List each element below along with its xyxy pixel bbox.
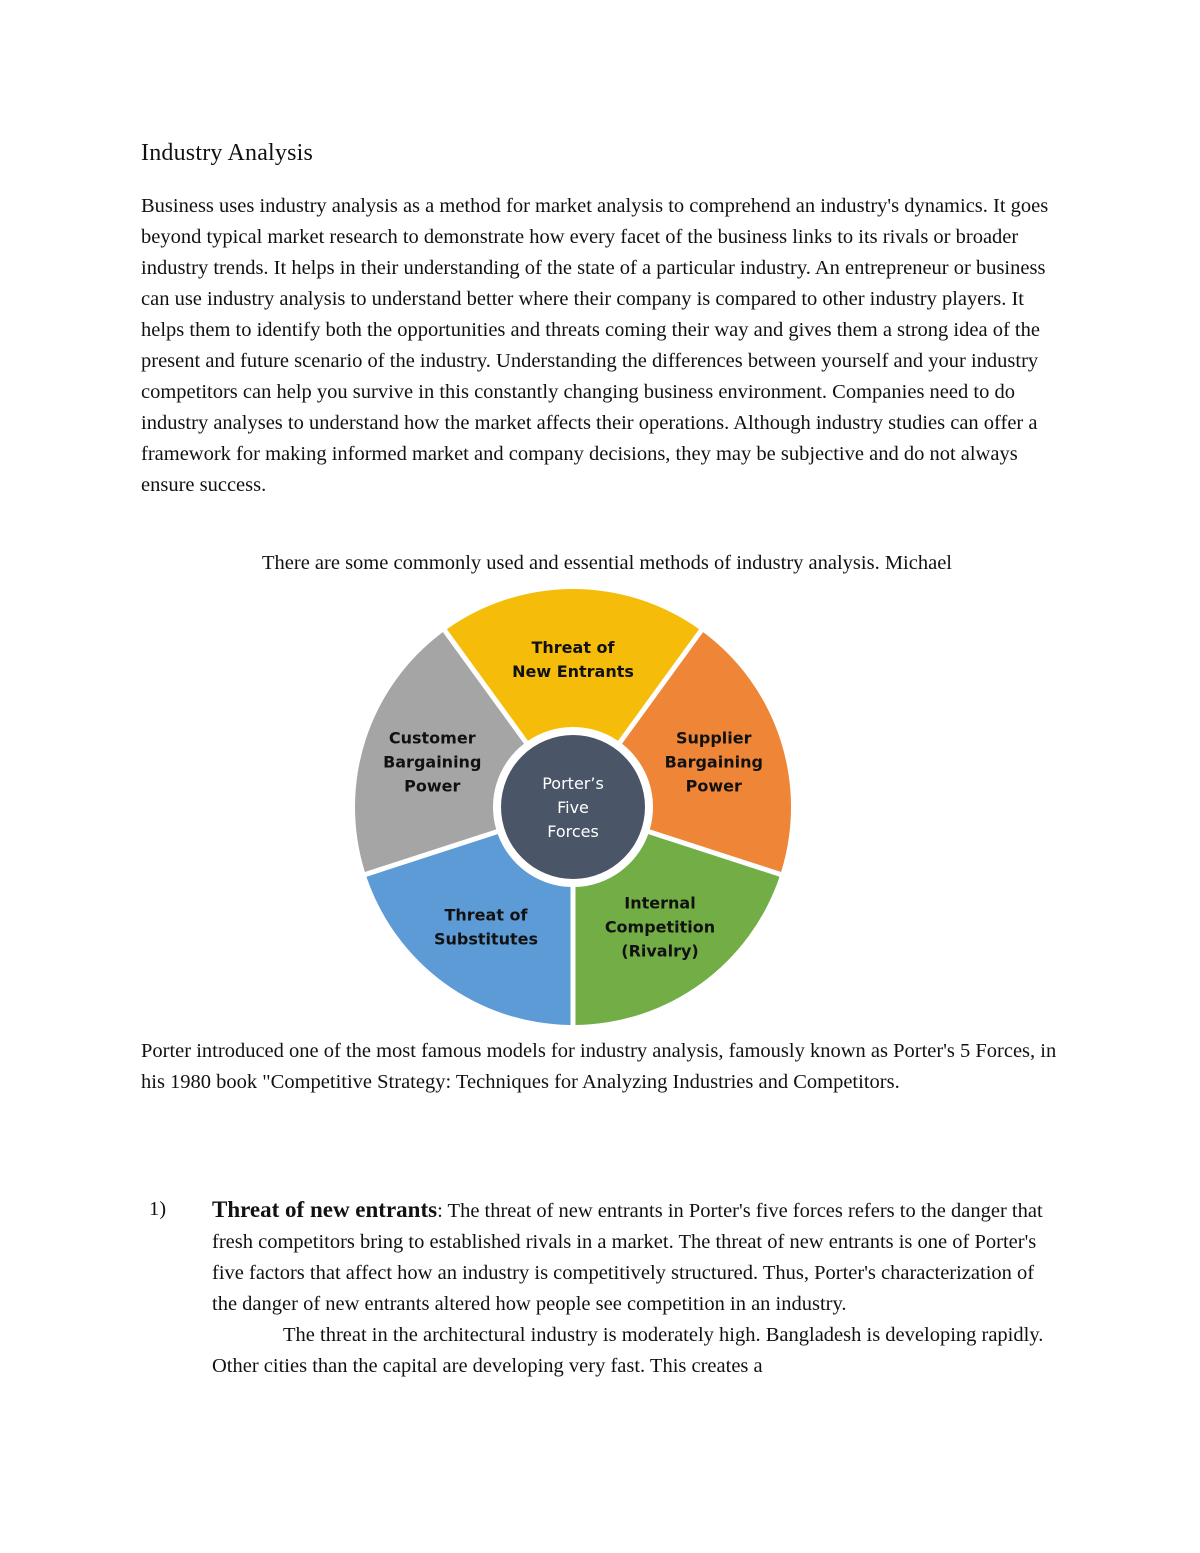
forces-list (141, 1194, 1061, 1382)
list-item-text: : The threat of new entrants in Porter's five forces refers to the danger that fresh competitors bring to established rivals in a market. The threat of new entrants is one of Porter's five factors that affect how an industry is competitively structured. Thus, Porter's characterization of the danger of new entrants altered how people see competition in an industry. (212, 1200, 1043, 1315)
force-slice-label: Internal (624, 893, 696, 913)
five-forces-wheel (343, 580, 808, 1035)
force-slice-label: Power (685, 776, 742, 796)
center-hub-label: Five (557, 798, 589, 817)
intro-paragraph: Business uses industry analysis as a method for market analysis to comprehend an industry's dynamics. It goes beyond typical market research to demonstrate how every facet of the business links to its rivals or broader industry trends. It helps in their understanding of the state of a particular industry. An entrepreneur or business can use industry analysis to understand better where their company is compared to other industry players. It helps them to identify both the opportunities and threats coming their way and gives them a strong idea of the present and future scenario of the industry. Understanding the differences between yourself and your industry competitors can help you survive in this constantly changing business environment. Companies need to do industry analyses to understand how the market affects their operations. Although industry studies can offer a framework for making informed market and company decisions, they may be subjective and do not always ensure success. (141, 195, 1049, 496)
page-title: Industry Analysis (141, 140, 314, 166)
force-slice-label: Bargaining (383, 752, 482, 772)
list-item-followup: The threat in the architectural industry is moderately high. Bangladesh is developing rapidly. Other cities than the capital are developing very fast. This creates a (212, 1324, 1044, 1377)
list-item-title: Threat of new entrants (212, 1197, 438, 1222)
center-hub-label: Porter’s (542, 774, 604, 793)
force-slice-label: Customer (388, 728, 476, 748)
list-item-number: 1) (149, 1198, 167, 1220)
force-slice-label: Bargaining (664, 752, 763, 772)
force-slice-label: New Entrants (512, 662, 634, 681)
force-slice-label: Power (404, 776, 461, 796)
continuation-paragraph: Porter introduced one of the most famous models for industry analysis, famously known as Porter's 5 Forces, in his 1980 book "Competitive Strategy: Techniques for Analyzing Industries and Competitors. (141, 1040, 1057, 1093)
force-slice-label: Supplier (675, 728, 752, 748)
list-item (141, 1194, 1061, 1382)
force-slice-label: Competition (604, 917, 716, 937)
center-hub-label: Forces (547, 822, 599, 841)
force-slice-label: Threat of (444, 905, 528, 925)
porters-five-forces-diagram (343, 580, 808, 1035)
force-slice-label: (Rivalry) (621, 941, 699, 961)
force-slice-label: Threat of (531, 638, 615, 657)
force-slice-label: Substitutes (433, 929, 539, 949)
centered-line: There are some commonly used and essential methods of industry analysis. Michael (262, 552, 952, 574)
